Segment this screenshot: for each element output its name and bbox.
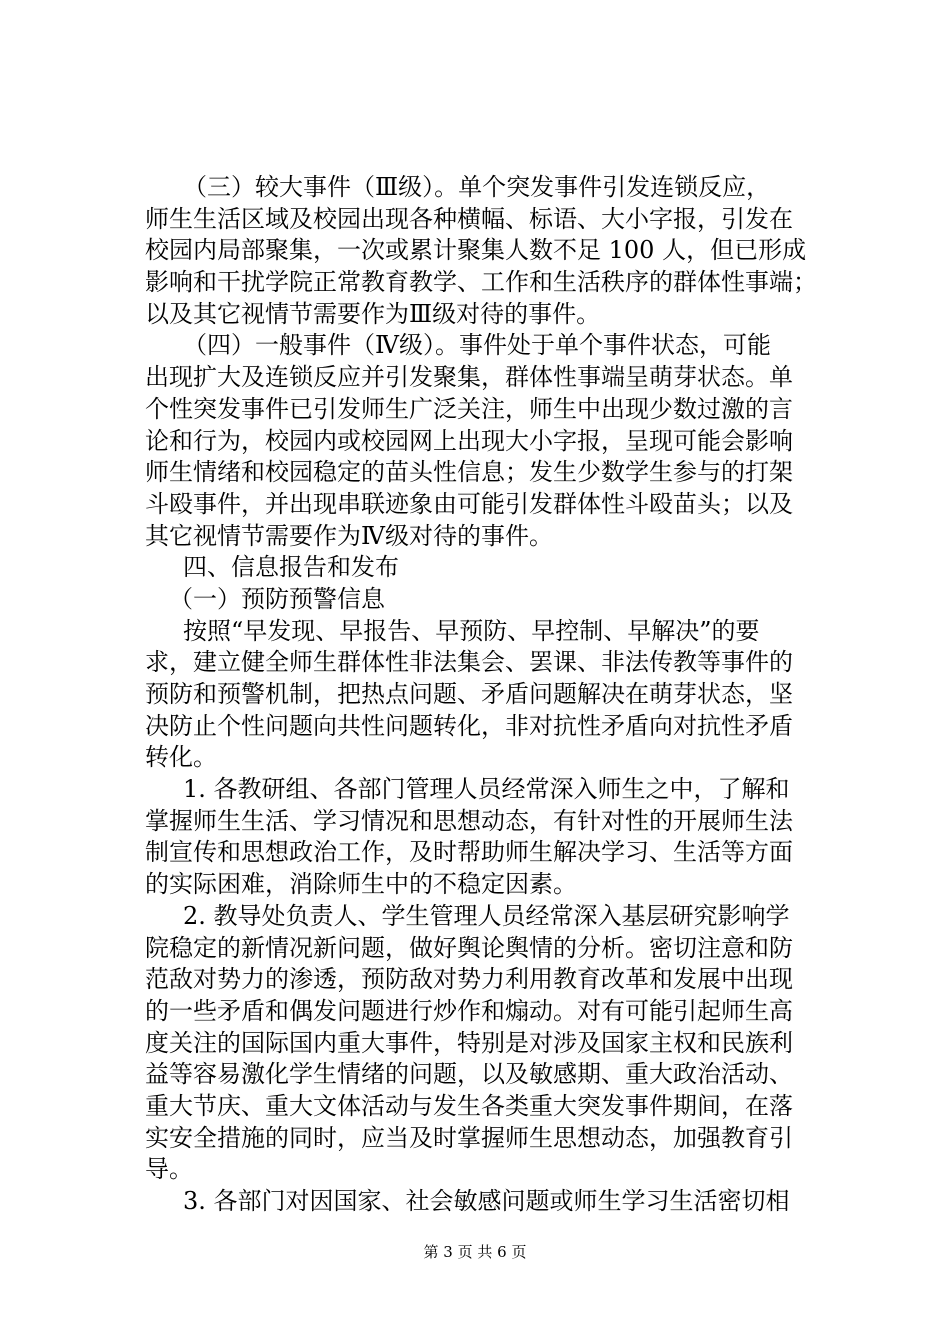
text-line: 校园内局部聚集，一次或累计聚集人数不足 100 人，但已形成 xyxy=(145,236,807,265)
text-line: 院稳定的新情况新问题，做好舆论舆情的分析。密切注意和防 xyxy=(145,933,793,962)
text-line: （三）较大事件（Ⅲ级）。单个突发事件引发连锁反应， xyxy=(183,173,771,201)
text-line: 益等容易激化学生情绪的问题，以及敏感期、重大政治活动、 xyxy=(145,1060,793,1089)
text-line: 转化。 xyxy=(145,743,217,772)
text-line: 斗殴事件，并出现串联迹象由可能引发群体性斗殴苗头；以及 xyxy=(145,489,793,518)
text-line: 2. 教导处负责人、学生管理人员经常深入基层研究影响学 xyxy=(183,901,790,930)
text-line: 制宣传和思想政治工作，及时帮助师生解决学习、生活等方面 xyxy=(145,838,793,867)
text-line: 个性突发事件已引发师生广泛关注，师生中出现少数过激的言 xyxy=(145,394,793,423)
text-line: 师生生活区域及校园出现各种横幅、标语、大小字报，引发在 xyxy=(145,204,793,233)
text-line: 实安全措施的同时，应当及时掌握师生思想动态，加强教育引 xyxy=(145,1123,793,1152)
subsection-heading: （一）预防预警信息 xyxy=(169,584,385,613)
text-line: 1. 各教研组、各部门管理人员经常深入师生之中，了解和 xyxy=(183,775,790,804)
text-line: 论和行为，校园内或校园网上出现大小字报，呈现可能会影响 xyxy=(145,426,793,455)
text-line: 按照“早发现、早报告、早预防、早控制、早解决”的要 xyxy=(183,616,760,645)
text-line: 求，建立健全师生群体性非法集会、罢课、非法传教等事件的 xyxy=(145,648,793,677)
text-line: 的实际困难，消除师生中的不稳定因素。 xyxy=(145,870,577,899)
text-line: 出现扩大及连锁反应并引发聚集，群体性事端呈萌芽状态。单 xyxy=(145,363,793,392)
text-line: 重大节庆、重大文体活动与发生各类重大突发事件期间，在落 xyxy=(145,1091,793,1120)
text-line: 影响和干扰学院正常教育教学、工作和生活秩序的群体性事端； xyxy=(145,268,817,297)
text-line: （四）一般事件（Ⅳ级）。事件处于单个事件状态，可能 xyxy=(183,331,771,360)
text-line: 导。 xyxy=(145,1155,193,1184)
text-line: 师生情绪和校园稳定的苗头性信息；发生少数学生参与的打架 xyxy=(145,458,793,487)
section-heading: 四、信息报告和发布 xyxy=(183,553,399,582)
text-line: 度关注的国际国内重大事件，特别是对涉及国家主权和民族利 xyxy=(145,1028,793,1057)
page-number-footer: 第 3 页 共 6 页 xyxy=(423,1243,527,1261)
text-line: 3. 各部门对因国家、社会敏感问题或师生学习生活密切相 xyxy=(183,1187,790,1215)
text-line: 以及其它视情节需要作为Ⅲ级对待的事件。 xyxy=(145,299,601,328)
text-line: 预防和预警机制，把热点问题、矛盾问题解决在萌芽状态，坚 xyxy=(145,680,793,708)
text-line: 范敌对势力的渗透，预防敌对势力利用教育改革和发展中出现 xyxy=(145,965,793,994)
text-line: 决防止个性问题向共性问题转化，非对抗性矛盾向对抗性矛盾 xyxy=(145,711,793,740)
text-line: 掌握师生生活、学习情况和思想动态，有针对性的开展师生法 xyxy=(145,806,793,835)
document-body xyxy=(145,172,835,1218)
text-line: 其它视情节需要作为Ⅳ级对待的事件。 xyxy=(145,521,553,550)
text-line: 的一些矛盾和偶发问题进行炒作和煽动。对有可能引起师生高 xyxy=(145,996,793,1025)
